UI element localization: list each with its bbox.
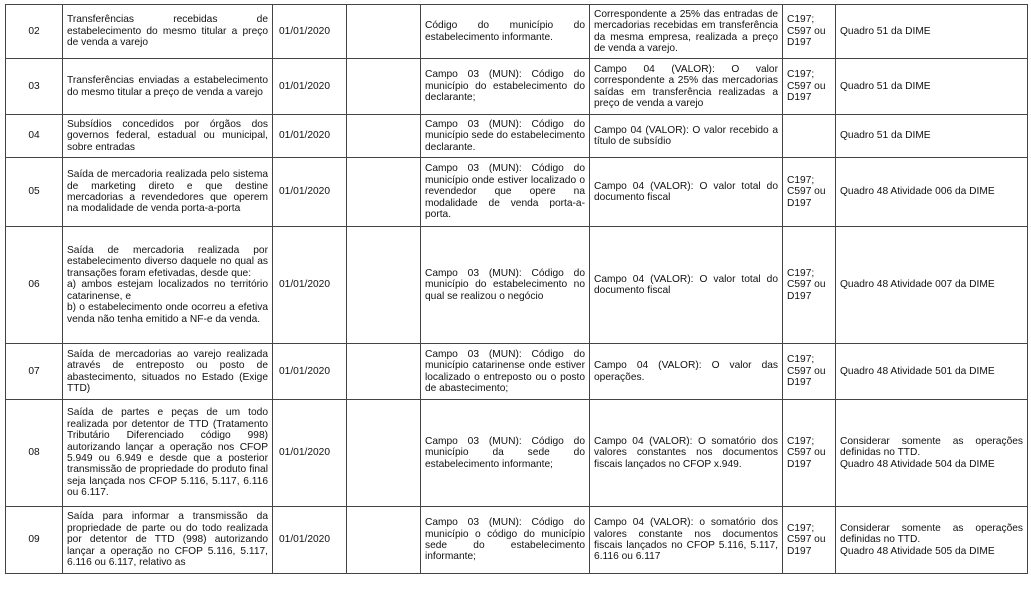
row-description: Transferências recebidas de estabelecimento do mesmo titular a preço de venda a varejo bbox=[63, 5, 273, 59]
table-row bbox=[6, 344, 1028, 400]
row-observacao: Quadro 51 da DIME bbox=[836, 115, 1028, 158]
row-description: Saída de mercadoria realizada por estabelecimento diverso daquele no qual as transações foram efetivadas, desde que: a) ambos estejam localizados no território catarinense, e b) o estabelecimento onde ocorreu a efetiva venda não tenha emitido a NF-e da venda. bbox=[63, 227, 273, 344]
row-end-date bbox=[347, 5, 421, 59]
row-registros bbox=[783, 115, 836, 158]
row-registros: C197; C597 ou D197 bbox=[783, 59, 836, 115]
row-description: Saída de partes e peças de um todo realizada por detentor de TTD (Tratamento Tributário Diferenciado código 998) autorizando lançar a operação nos CFOP 5.949 ou 6.949 e desde que a posterior transmissão de propriedade do produto final seja lançada nos CFOP 5.116, 5.117, 6.116 ou 6.117. bbox=[63, 400, 273, 507]
row-field-municipio: Código do município do estabelecimento informante. bbox=[421, 5, 590, 59]
row-description: Saída de mercadorias ao varejo realizada através de entreposto ou posto de abastecimento, situados no Estado (Exige TTD) bbox=[63, 344, 273, 400]
row-end-date bbox=[347, 158, 421, 227]
row-field-municipio: Campo 03 (MUN): Código do município sede do estabelecimento declarante. bbox=[421, 115, 590, 158]
table-body bbox=[6, 5, 1028, 574]
table-row bbox=[6, 59, 1028, 115]
row-code: 04 bbox=[6, 115, 63, 158]
row-start-date: 01/01/2020 bbox=[273, 158, 347, 227]
row-end-date bbox=[347, 507, 421, 574]
row-field-municipio: Campo 03 (MUN): Código do município catarinense onde estiver localizado o entreposto ou o posto de abastecimento; bbox=[421, 344, 590, 400]
row-observacao: Quadro 48 Atividade 006 da DIME bbox=[836, 158, 1028, 227]
row-code: 05 bbox=[6, 158, 63, 227]
row-description: Saída de mercadoria realizada pelo sistema de marketing direto e que destine mercadorias a revendedores que operem na modalidade de venda porta-a-porta bbox=[63, 158, 273, 227]
row-registros: C197; C597 ou D197 bbox=[783, 227, 836, 344]
row-field-municipio: Campo 03 (MUN): Código do município o código do município sede do estabelecimento informante; bbox=[421, 507, 590, 574]
row-code: 07 bbox=[6, 344, 63, 400]
row-field-valor: Campo 04 (VALOR): O valor total do documento fiscal bbox=[590, 158, 783, 227]
row-start-date: 01/01/2020 bbox=[273, 115, 347, 158]
row-code: 06 bbox=[6, 227, 63, 344]
row-end-date bbox=[347, 400, 421, 507]
row-observacao: Quadro 48 Atividade 007 da DIME bbox=[836, 227, 1028, 344]
table-row bbox=[6, 507, 1028, 574]
row-registros: C197; C597 ou D197 bbox=[783, 5, 836, 59]
row-field-valor: Campo 04 (VALOR): O somatório dos valores constantes nos documentos fiscais lançados no CFOP x.949. bbox=[590, 400, 783, 507]
row-field-valor: Campo 04 (VALOR): O valor correspondente a 25% das mercadorias saídas em transferência realizadas a preço de venda a varejo bbox=[590, 59, 783, 115]
row-end-date bbox=[347, 59, 421, 115]
row-field-valor: Campo 04 (VALOR): o somatório dos valores constante nos documentos fiscais lançados no CFOP 5.116, 5.117, 6.116 ou 6.117 bbox=[590, 507, 783, 574]
table-row bbox=[6, 400, 1028, 507]
row-end-date bbox=[347, 344, 421, 400]
row-start-date: 01/01/2020 bbox=[273, 5, 347, 59]
row-field-valor: Campo 04 (VALOR): O valor total do documento fiscal bbox=[590, 227, 783, 344]
row-description: Saída para informar a transmissão da propriedade de parte ou do todo realizada por detentor de TTD (998) autorizando lançar a operação no CFOP 5.116, 5.117, 6.116 ou 6.117, relativo as bbox=[63, 507, 273, 574]
row-description: Transferências enviadas a estabelecimento do mesmo titular a preço de venda a varejo bbox=[63, 59, 273, 115]
codes-table bbox=[5, 4, 1028, 574]
row-description: Subsídios concedidos por órgãos dos governos federal, estadual ou municipal, sobre entradas bbox=[63, 115, 273, 158]
row-end-date bbox=[347, 115, 421, 158]
row-field-valor: Campo 04 (VALOR): O valor recebido a título de subsídio bbox=[590, 115, 783, 158]
row-field-valor: Campo 04 (VALOR): O valor das operações. bbox=[590, 344, 783, 400]
row-observacao: Considerar somente as operações definidas no TTD. Quadro 48 Atividade 505 da DIME bbox=[836, 507, 1028, 574]
table-row bbox=[6, 115, 1028, 158]
row-registros: C197; C597 ou D197 bbox=[783, 158, 836, 227]
row-field-municipio: Campo 03 (MUN): Código do município da sede do estabelecimento informante; bbox=[421, 400, 590, 507]
row-start-date: 01/01/2020 bbox=[273, 507, 347, 574]
row-observacao: Considerar somente as operações definidas no TTD. Quadro 48 Atividade 504 da DIME bbox=[836, 400, 1028, 507]
row-field-valor: Correspondente a 25% das entradas de mercadorias recebidas em transferência da mesma empresa, realizada a preço de venda a varejo. bbox=[590, 5, 783, 59]
row-code: 09 bbox=[6, 507, 63, 574]
row-code: 08 bbox=[6, 400, 63, 507]
row-observacao: Quadro 51 da DIME bbox=[836, 59, 1028, 115]
row-start-date: 01/01/2020 bbox=[273, 344, 347, 400]
row-code: 02 bbox=[6, 5, 63, 59]
row-start-date: 01/01/2020 bbox=[273, 400, 347, 507]
row-code: 03 bbox=[6, 59, 63, 115]
row-registros: C197; C597 ou D197 bbox=[783, 400, 836, 507]
row-observacao: Quadro 48 Atividade 501 da DIME bbox=[836, 344, 1028, 400]
row-observacao: Quadro 51 da DIME bbox=[836, 5, 1028, 59]
row-end-date bbox=[347, 227, 421, 344]
row-field-municipio: Campo 03 (MUN): Código do município do estabelecimento do declarante; bbox=[421, 59, 590, 115]
table-row bbox=[6, 158, 1028, 227]
row-field-municipio: Campo 03 (MUN): Código do município onde estiver localizado o revendedor que opere na modalidade de venda porta-a-porta. bbox=[421, 158, 590, 227]
row-start-date: 01/01/2020 bbox=[273, 59, 347, 115]
row-registros: C197; C597 ou D197 bbox=[783, 344, 836, 400]
row-start-date: 01/01/2020 bbox=[273, 227, 347, 344]
row-field-municipio: Campo 03 (MUN): Código do município do estabelecimento no qual se realizou o negócio bbox=[421, 227, 590, 344]
table-row bbox=[6, 5, 1028, 59]
row-registros: C197; C597 ou D197 bbox=[783, 507, 836, 574]
table-row bbox=[6, 227, 1028, 344]
